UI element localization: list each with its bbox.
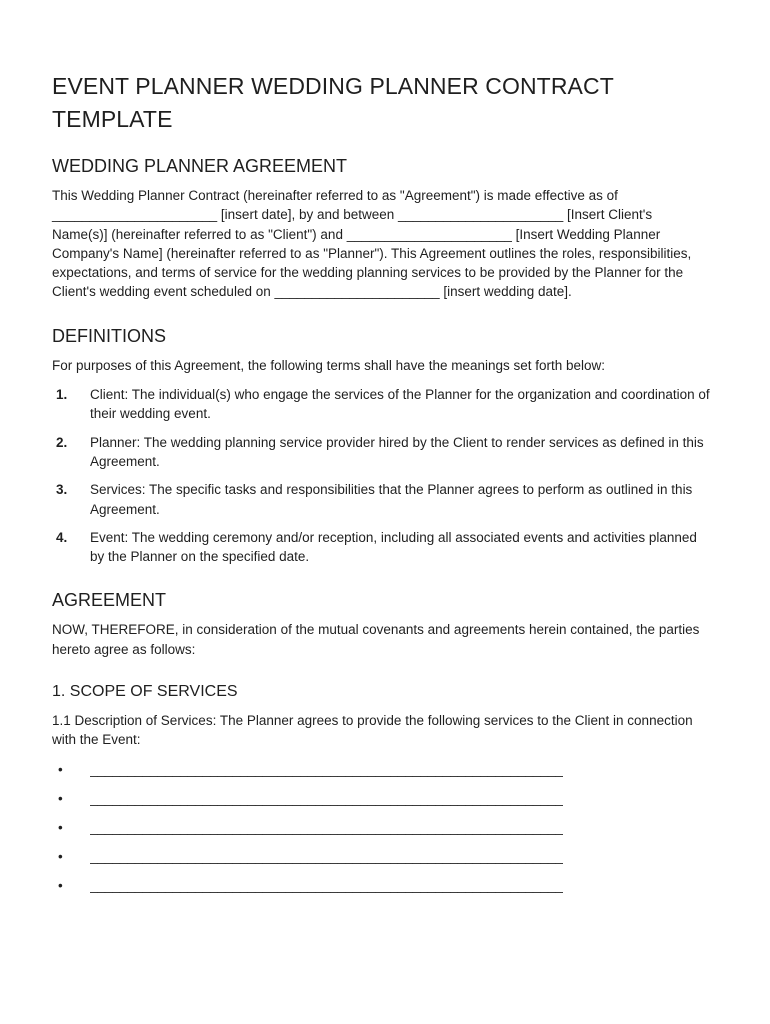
blank-line: _______________________________________________________________ bbox=[90, 790, 564, 806]
bullet-icon: • bbox=[58, 877, 63, 893]
document-title: EVENT PLANNER WEDDING PLANNER CONTRACT TEMPLATE bbox=[52, 73, 614, 132]
blank-line: _______________________________________________________________ bbox=[90, 761, 564, 777]
blank-line: _______________________________________________________________ bbox=[90, 819, 564, 835]
scope-description: 1.1 Description of Services: The Planner agrees to provide the following services to the Client in connection with the Event: bbox=[52, 713, 693, 748]
section-heading-scope-of-services: 1. SCOPE OF SERVICES bbox=[52, 683, 238, 701]
list-item bbox=[52, 847, 710, 866]
bullet-icon: • bbox=[58, 848, 63, 864]
definition-item bbox=[52, 433, 710, 472]
wedding-planner-agreement-section bbox=[52, 154, 710, 302]
blank-line: _______________________________________________________________ bbox=[90, 877, 564, 893]
definitions-list bbox=[52, 385, 710, 566]
definition-item bbox=[52, 480, 710, 519]
agreement-paragraph: NOW, THEREFORE, in consideration of the mutual covenants and agreements herein contained, the parties hereto agree as follows: bbox=[52, 622, 700, 657]
list-item bbox=[52, 760, 710, 779]
definition-text: Client: The individual(s) who engage the services of the Planner for the organization and coordination of their wedding event. bbox=[90, 387, 710, 422]
list-number: 4. bbox=[56, 529, 68, 545]
definition-text: Planner: The wedding planning service provider hired by the Client to render services as defined in this Agreement. bbox=[90, 434, 704, 469]
definition-item bbox=[52, 385, 710, 424]
list-number: 2. bbox=[56, 434, 68, 450]
agreement-intro-paragraph: This Wedding Planner Contract (hereinafter referred to as "Agreement") is made effective as of ______________________ [insert date], by and between ______________________ [Insert Client's Name(s)] (hereinafter referred to as "Client") and ______________________ [Insert Wedding Planner Company's Name] (hereinafter referred to as "Planner"). This Agreement outlines the roles, responsibilities, expectations, and terms of service for the wedding planning services to be provided by the Planner for the Client's wedding event scheduled on ______________________ [insert wedding date]. bbox=[52, 188, 692, 300]
bullet-icon: • bbox=[58, 819, 63, 835]
services-blank-list bbox=[52, 760, 710, 895]
section-heading-wedding-planner-agreement: WEDDING PLANNER AGREEMENT bbox=[52, 156, 348, 176]
definitions-intro: For purposes of this Agreement, the following terms shall have the meanings set forth below: bbox=[52, 357, 606, 373]
bullet-icon: • bbox=[58, 761, 63, 777]
definition-text: Services: The specific tasks and responsibilities that the Planner agrees to perform as outlined in this Agreement. bbox=[90, 482, 693, 517]
section-heading-definitions: DEFINITIONS bbox=[52, 325, 167, 346]
list-number: 1. bbox=[56, 387, 68, 403]
blank-line: _______________________________________________________________ bbox=[90, 848, 564, 864]
list-item bbox=[52, 789, 710, 808]
list-item bbox=[52, 818, 710, 837]
section-heading-agreement: AGREEMENT bbox=[52, 590, 167, 611]
definitions-section bbox=[52, 324, 710, 567]
list-number: 3. bbox=[56, 482, 68, 498]
list-item bbox=[52, 876, 710, 895]
bullet-icon: • bbox=[58, 790, 63, 806]
definition-item bbox=[52, 528, 710, 567]
scope-of-services-section bbox=[52, 681, 710, 895]
agreement-section bbox=[52, 588, 710, 659]
definition-text: Event: The wedding ceremony and/or reception, including all associated events and activities planned by the Planner on the specified date. bbox=[90, 529, 697, 565]
